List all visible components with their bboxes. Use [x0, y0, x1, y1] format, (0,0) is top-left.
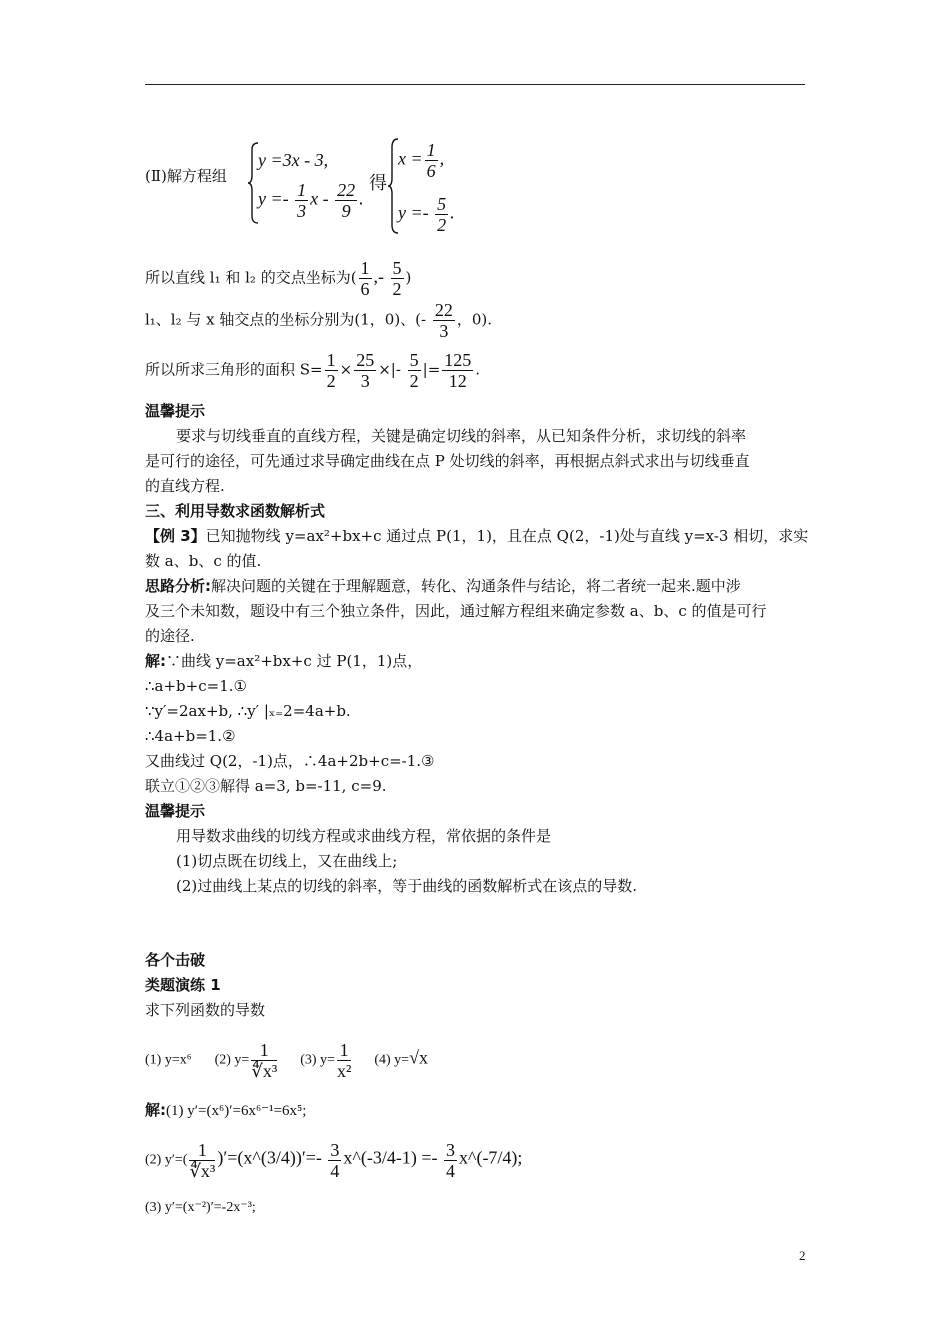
answer-2: (2) y′=( $\frac{1}{\text{∜x³}}$ )′=(x^(3/4))′=- $\frac{3}{4}$ x^(-3/4-1) =- $\frac{3}{4}$ x^(-7/4);: [145, 1140, 523, 1181]
solution-line3: ∵y′=2ax+b, ∴y′ |ₓ₌2=4a+b.: [145, 702, 351, 720]
section3-title: 三、利用导数求函数解析式: [145, 502, 326, 520]
solution-line4: ∴4a+b=1.②: [145, 727, 236, 745]
intersection-line: 所以直线 l₁ 和 l₂ 的交点坐标为( $\frac{1}{6}$ ,- $\frac{5}{2}$ ): [145, 258, 412, 299]
analysis-line3: 的途径.: [145, 627, 195, 645]
fraction: $\frac{25}{3}$: [356, 350, 375, 391]
fraction: $\frac{5}{2}$: [409, 350, 419, 391]
solution-line6: 联立①②③解得 a=3, b=-11, c=9.: [145, 777, 387, 795]
fraction: $\frac{1}{2}$: [326, 350, 336, 391]
tip1-title: 温馨提示: [145, 402, 206, 420]
tip2-line1: 用导数求曲线的切线方程或求曲线方程，常依据的条件是: [176, 827, 552, 845]
practice-subtitle: 类题演练 1: [145, 976, 221, 994]
fraction: $\frac{1}{\text{x²}}$: [336, 1040, 352, 1081]
question-1: (1) y=x⁶: [145, 1052, 192, 1068]
fraction: $\frac{1}{3}$: [297, 180, 307, 221]
tip1-line1: 要求与切线垂直的直线方程，关键是确定切线的斜率，从已知条件分析，求切线的斜率: [176, 427, 747, 445]
question-3: (3) y=: [300, 1052, 335, 1068]
solution-line2: ∴a+b+c=1.①: [145, 677, 247, 695]
tip2-line2: (1)切点既在切线上，又在曲线上;: [176, 852, 398, 870]
fraction: $\frac{3}{4}$: [446, 1140, 455, 1181]
result-y: y =- $\frac{5}{2}$ .: [398, 194, 455, 235]
area-line: 所以所求三角形的面积 S= $\frac{1}{2}$ × $\frac{25}{3}$ ×|- $\frac{5}{2}$ |= $\frac{125}{12}$ .: [145, 350, 481, 391]
xaxis-line: l₁、l₂ 与 x 轴交点的坐标分别为(1，0)、(- $\frac{22}{3}$ ，0).: [145, 300, 493, 341]
fraction: $\frac{5}{2}$: [392, 258, 402, 299]
system-prefix: (Ⅱ)解方程组: [145, 167, 227, 185]
de-char: 得: [369, 173, 387, 194]
solution-line5: 又曲线过 Q(2，-1)点，∴4a+2b+c=-1.③: [145, 752, 435, 770]
page-number: 2: [799, 1248, 806, 1263]
answer-1: 解:(1) y′=(x⁶)′=6x⁶⁻¹=6x⁵;: [145, 1101, 307, 1119]
tip1-line3: 的直线方程.: [145, 477, 225, 495]
fraction: $\frac{1}{\text{∜x³}}$: [189, 1140, 216, 1181]
fraction: $\frac{1}{\text{∜x³}}$: [251, 1040, 278, 1081]
question-4: (4) y=: [374, 1052, 410, 1068]
example3-line1: 【例 3】已知抛物线 y=ax²+bx+c 通过点 P(1，1)，且在点 Q(2，-1)处与直线 y=x-3 相切，求实: [145, 527, 809, 545]
tip1-line2: 是可行的途径，可先通过求导确定曲线在点 P 处切线的斜率，再根据点斜式求出与切线垂直: [145, 452, 750, 470]
tip2-line3: (2)过曲线上某点的切线的斜率，等于曲线的函数解析式在该点的导数.: [176, 877, 638, 895]
practice-title: 各个击破: [145, 951, 206, 969]
question-2: (2) y=: [214, 1052, 250, 1068]
fraction: $\frac{1}{6}$: [426, 140, 436, 181]
result-x: x = $\frac{1}{6}$ ,: [398, 140, 445, 181]
answer-3: (3) y′=(x⁻²)′=-2x⁻³;: [145, 1200, 256, 1215]
fraction: $\frac{22}{3}$: [434, 300, 453, 341]
fraction: $\frac{3}{4}$: [330, 1140, 340, 1181]
analysis-line2: 及三个未知数，题设中有三个独立条件，因此，通过解方程组来确定参数 a、b、c 的值是可行: [145, 602, 767, 620]
fraction: $\frac{125}{12}$: [444, 350, 472, 391]
sqrt-x: √x: [409, 1047, 428, 1068]
tip2-title: 温馨提示: [145, 802, 206, 820]
system-eq1: y =3x - 3,: [258, 150, 329, 170]
system-eq2: y =- $\frac{1}{3}$ x - $\frac{22}{9}$ .: [258, 180, 364, 221]
example3-line2: 数 a、b、c 的值.: [145, 552, 262, 570]
questions-line: [145, 1040, 428, 1081]
fraction: $\frac{22}{9}$: [337, 180, 356, 221]
fraction: $\frac{1}{6}$: [360, 258, 370, 299]
fraction: $\frac{5}{2}$: [437, 194, 447, 235]
header-rule: [145, 84, 805, 85]
analysis-line1: 思路分析:解决问题的关键在于理解题意，转化、沟通条件与结论，将二者统一起来.题中涉: [145, 577, 741, 595]
practice-ask: 求下列函数的导数: [145, 1001, 266, 1019]
solution-line1: 解:∵曲线 y=ax²+bx+c 过 P(1，1)点，: [145, 652, 423, 670]
